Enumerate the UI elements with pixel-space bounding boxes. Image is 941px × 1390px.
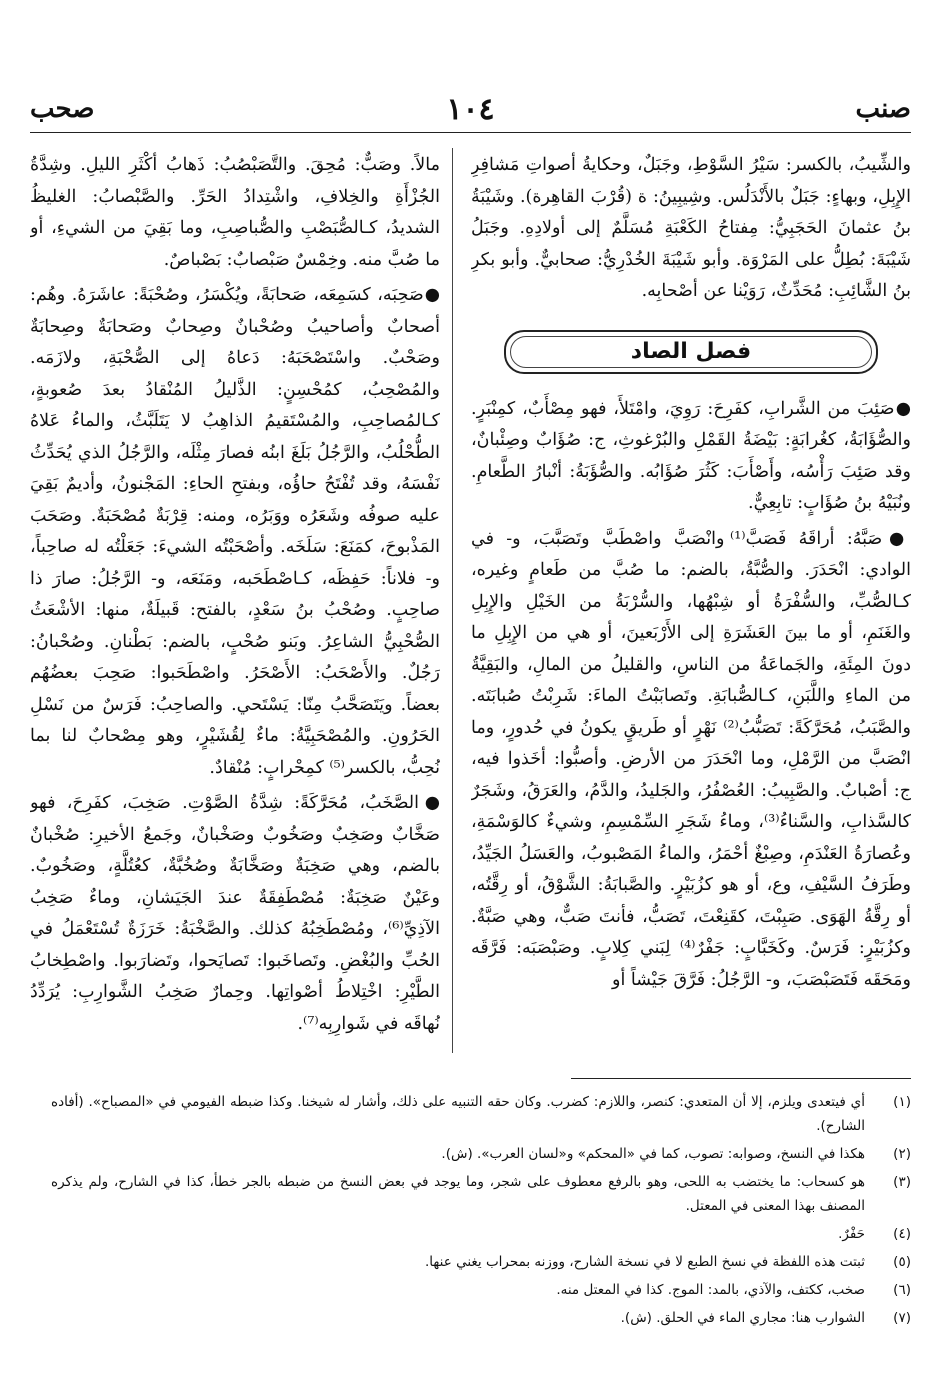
entry-paragraph: ●صَئِبَ من الشَّرابِ، كفَرِحَ: رَوِيَ، وامْتَلأَ، فهو مِصْأَبٌ، كمِنْبَرٍ. والصُّؤَابَةُ، كغُرابَةٍ: بَيْضَةُ القَمْلِ والبُرْغوثِ، ج: صُؤَابٌ وصِئْبانٌ، وقد صَئِبَ رَأْسُه، وأَصْأَبَ: كَثُرَ صُؤَابُه. والصُّؤَبَةُ: أنْبارُ الطَّعامِ. ونُبَيْهُ بنُ صُؤَابٍ: تابِعِيٌّ. [471, 398, 911, 513]
header-left-word: صحب [30, 94, 95, 124]
left-column [30, 150, 440, 1050]
footnote [51, 1306, 911, 1330]
header-right-word: صنب [855, 94, 911, 124]
entry-paragraph: مالاً. وصَبٌّ: مُحِقَ. والتَّصَبْصُبُ: ذَهابُ أكْثَرِ الليلِ. وشِدَّةُ الجُزْأَةِ والخِلافِ، واشْتِدادُ الحَرِّ. والصَّبْصابُ: الغليظُ الشديدُ، كـالصُّبَصْبِ والصُّباصِبِ، وما بَقِيَ من الشيءِ، أو ما صُبَّ منه. وخِمْسٌ صَبْصابٌ: بَصْباصٌ. [30, 155, 440, 270]
footnote-text: هكذا في النسخ، وصوابه: تصوب، كما في «المحكم» و«لسان العرب». (ش). [441, 1146, 865, 1162]
footnote [51, 1170, 911, 1218]
footnote [51, 1278, 911, 1302]
entry-paragraph: ●الصَّخَبُ، مُحَرَّكَةً: شِدَّةُ الصَّوْتِ. صَخِبَ، كفَرِحَ، فهو صَخَّابٌ وصَخِبٌ وصَخُوبٌ وصَخْبانٌ، وجَمعُ الأخيرِ: صُخْبانٌ بالضم، وهي صَخِبَةٌ وصَخَّابَةٌ وصُخُبَّةٌ، كعُتُلَّةٍ، وصَخُوبٌ. وعَيْنٌ صَخِبَةٌ: مُصْطَفِقَةٌ عندَ الجَيَشانِ، وماءٌ صَخِبُ الآذِيِّ⁽⁶⁾، ومُصْطَخِبُهُ كذلك. والصَّخْبَةُ: خَرَزَةٌ تُسْتَعْمَلُ في الحُبِّ والبُغْضِ. وتَصاخَبوا: تَصايَحوا، وتَضارَبوا. واصْطِخابُ الطَّيْرِ: اخْتِلاطُ أصْواتِها. وحِمارٌ صَخِبُ الشَّوارِبِ: يُرَدِّدُ نُهاقَه في شَوارِبِه⁽⁷⁾. [30, 793, 440, 1034]
footnotes [51, 1090, 911, 1334]
entry-paragraph: والشِّيبُ، بالكسر: سَيْرُ السَّوْطِ، وجَبَلٌ، وحكايةُ أصواتِ مَشافِرِ الإِبِلِ، وبهاءٍ: جَبَلٌ بالأَنْدَلُس. وشِيبِينُ: ة (قُرْبَ القاهِرة). وشَيْبَةُ بنُ عثمانَ الحَجَبِيُّ: مِفتاحُ الكَعْبَةِ مُسَلَّمٌ إلى أولادِهِ. وجَبَلُ شَيْبَةَ: بُطِلُّ على المَرْوَة. وأبو شَيْبَةَ الخُدْرِيُّ: صحابيٌّ. وأبو بكرِ بنُ الشَّائِبِ: مُحَدِّثٌ، رَوَيْنا عن أصْحابِه. [471, 155, 911, 301]
column-divider [452, 148, 453, 1053]
footnote-separator [571, 1078, 911, 1079]
footnote-text: ثبتت هذه اللفظة في نسخ الطبع لا في نسخة الشارح، ووزنه بمحراب يغني عنها. [425, 1254, 865, 1270]
footnote-number: (٧) [893, 1310, 911, 1326]
footnote [51, 1142, 911, 1166]
footnote [51, 1090, 911, 1138]
page-header [30, 92, 911, 133]
section-title-box [504, 330, 878, 374]
footnote-text: الشوارب هنا: مجاري الماء في الحلق. (ش). [620, 1310, 865, 1326]
entry-paragraph: ●صَبَّهُ: أراقَهُ فَصَبَّ⁽¹⁾ وانْصَبَّ واصْطَبَّ وتَصَبَّبَ، و- في الوادي: انْحَدَرَ. والصُّبَّةُ، بالضم: ما صُبَّ من طَعامٍ وغيره، كـالصُّبِّ، والسُّفْرَةُ أو شِبْهُها، والسُّرْبَةُ من الخَيْلِ والإِبِلِ والغَنَمِ، أو ما بينَ العَشَرَةِ إلى الأَرْبَعينَ، أو هي من الإِبِلِ ما دونَ المِئَةِ، والجَماعَةُ من الناسِ، والقليلُ من المالِ، والبَقِيَّةُ من الماءِ واللَّبَنِ، كـالصُّبابَةِ. وتَصابَبْتُ الماءَ: شَرِبْتُ صُبابَتَه. والصَّبَبُ، مُحَرَّكَةً: تَصَبُّبُ⁽²⁾ نَهْرٍ أو طَريقٍ يكونُ في حُدورٍ، وما انْصَبَّ من الرَّمْلِ، وما انْحَدَرَ من الأرضِ. وأصبُّوا: أخَذوا فيه، ج: أصْبابٌ. والصَّبِيبُ: العُصْفُرُ، والجَليدُ، والدَّمُ، والعَرَقُ، وشَجَرٌ كالسَّذابِ، والسَّناءُ⁽³⁾، وماءُ شَجَرِ السِّمْسِمِ، وشيءٌ كالوَسْمَةِ، وعُصارَةُ العَنْدَمِ، وصِبْغٌ أحْمَرُ، والماءُ المَصْبوبُ، والعَسَلُ الجَيِّدُ، وطَرَفُ السَّيْفِ، وع، أو هو كزُبَيْرٍ. والصَّبابَةُ: الشَّوْقُ، أو رِقَّتُه، أو رِقَّةُ الهَوَى. صَبِبْتَ، كقَنِعْتَ، تَصَبُّ، فأنتَ صَبٌّ، وهي صَبَّةٌ. وكزُبَيْرٍ: فَرَسٌ. وكَخَبَّابٍ: جَفْرٌ⁽⁴⁾ لِبَني كِلابٍ. وصَبْصَبَه: فَرَّقَه ومَحَقَه فَتَصَبْصَبَ، و- الرَّجُلُ: فَرَّقَ جَيْشاً أو [471, 528, 911, 990]
footnote-text: أي فيتعدى ويلزم، إلا أن المتعدي: كنصر، واللازم: كضرب. وكان حقه التنبيه على ذلك، وأشار له شيخنا. وكذا ضبطه الفيومي في «المصباح». (أفاده الشارح). [51, 1094, 865, 1134]
footnote-number: (٣) [893, 1174, 911, 1190]
section-title: فصل الصاد [630, 338, 752, 364]
footnote [51, 1250, 911, 1274]
footnote-text: هو كسحاب: ما يختضب به اللحى، وهو بالرفع معطوف على شجر، وما يوجد في بعض النسخ من ضبطه بالجر خطأ، كذا في الشارح، ولم يذكره المصنف بهذا المعنى في المعتل. [51, 1174, 865, 1214]
footnote-number: (٢) [893, 1146, 911, 1162]
footnote-text: حَفْرٌ. [838, 1226, 865, 1242]
right-column [471, 150, 911, 1050]
footnote [51, 1222, 911, 1246]
footnote-number: (٦) [893, 1282, 911, 1298]
page-number: ١٠٤ [446, 92, 495, 127]
footnote-number: (٥) [893, 1254, 911, 1270]
footnote-number: (٤) [893, 1226, 911, 1242]
footnote-number: (١) [893, 1094, 911, 1110]
footnote-text: صخب، ككتف، والآذي، بالمد: الموج. كذا في المعتل منه. [556, 1282, 865, 1298]
entry-paragraph: ●صَحِبَه، كسَمِعَه، صَحابَةً، ويُكْسَرُ، وصُحْبَةً: عاشَرَهُ. وهُم: أصحابٌ وأصاحيبُ وصُحْبانٌ وصِحابٌ وصَحابَةٌ وصِحابَةٌ وصَحْبٌ. واسْتَصْحَبَهُ: دَعاهُ إلى الصُّحْبَةِ، ولازَمَه. والمُصْحِبُ، كمُحْسِنٍ: الذَّليلُ المُنْقادُ بعدَ صُعوبةٍ، كـالمُصاحِبِ، والمُسْتَقيمُ الذاهِبُ لا يَتَلَبَّثُ، والماءُ عَلاهُ الطُّحْلُبُ، والرَّجُلُ بَلَغَ ابنُه فصارَ مِثْلَه، والرَّجُلُ الذي يُحَدِّثُ نَفْسَهُ، وقد تُفْتَحُ حاؤُه، وبفتحِ الحاءِ: المَجْنونُ، وأديمٌ بَقِيَ عليه صوفُه وشَعَرُه ووَبَرُه، ومنه: قِرْبَةٌ مُصْحَبَةٌ. وصَحَبَ المَذْبوحَ، كمَنَعَ: سَلَخَه. وأصْحَبْتُه الشيءَ: جَعَلْتُه له صاحِباً، و- فلاناً: حَفِظَه، كـاصْطَحَبه، ومَنَعَه، و- الرَّجُلُ: صارَ ذا صاحِبٍ. وصُحْبُ بنُ سَعْدٍ، بالفتح: قَبيلَةٌ، منها: الأشْعَثُ الصُّحْبِيُّ الشاعِرُ. وبَنو صُحْبٍ، بالضم: بَطْنانِ. وصُحْبانُ: رَجُلٌ. والأَصْحَبُ: الأَصْحَرُ. واصْطَحَبوا: صَحِبَ بعضُهُم بعضاً. ويَتَصَحَّبُ مِنّا: يَسْتَحي. والصاحِبُ: فَرَسٌ من نَسْلِ الحَرُونِ. والمُصْحَبِيَّةُ: ماءٌ لِقُشَيْرٍ، وهو مِصْحابٌ لنا بما نُحِبُّ، بالكسر⁽⁵⁾ كمِحْرابٍ: مُنْقادٌ. [30, 285, 440, 778]
